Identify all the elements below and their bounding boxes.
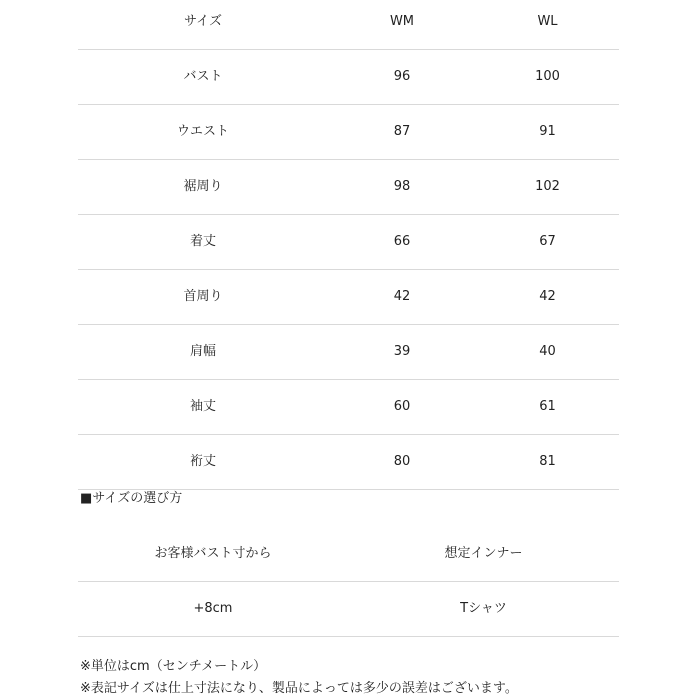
- note-tolerance: ※表記サイズは仕上寸法になり、製品によっては多少の誤差はございます。: [80, 681, 518, 696]
- row-label: 着丈: [189, 234, 216, 249]
- notes: [80, 656, 518, 700]
- guide-header-inner: 想定インナー: [444, 546, 523, 561]
- header-wl: WL: [537, 14, 558, 29]
- table-row: [78, 582, 619, 637]
- row-value-wl: 40: [539, 344, 556, 359]
- table-row: [78, 50, 619, 105]
- size-guide-table: [78, 527, 619, 637]
- row-value-wl: 91: [539, 124, 556, 139]
- row-value-wm: 60: [393, 399, 411, 414]
- row-label: 袖丈: [189, 399, 216, 414]
- row-value-wl: 102: [535, 179, 560, 194]
- guide-value-inner: Tシャツ: [460, 601, 507, 616]
- row-value-wl: 81: [539, 454, 556, 469]
- guide-header-bust: お客様バスト寸から: [154, 546, 272, 561]
- row-value-wl: 100: [535, 69, 560, 84]
- row-label: 首周り: [183, 289, 223, 304]
- table-row: [78, 160, 619, 215]
- row-value-wm: 80: [393, 454, 411, 469]
- header-size: サイズ: [184, 14, 222, 29]
- table-row: [78, 105, 619, 160]
- section-title: ■サイズの選び方: [80, 491, 183, 506]
- row-value-wm: 98: [393, 179, 411, 194]
- row-label: 裾周り: [183, 179, 223, 194]
- row-value-wm: 96: [393, 69, 411, 84]
- row-value-wl: 61: [539, 399, 556, 414]
- row-value-wl: 67: [539, 234, 556, 249]
- row-label: ウエスト: [176, 124, 229, 139]
- table-row: [78, 215, 619, 270]
- row-label: バスト: [183, 69, 223, 84]
- row-value-wm: 42: [393, 289, 411, 304]
- row-value-wm: 87: [393, 124, 411, 139]
- note-unit: ※単位はcm（センチメートル）: [80, 659, 267, 674]
- table-row: [78, 270, 619, 325]
- size-table-header-row: [78, 0, 619, 50]
- table-row: [78, 325, 619, 380]
- row-value-wl: 42: [539, 289, 556, 304]
- table-row: [78, 435, 619, 490]
- header-wm: WM: [389, 14, 415, 29]
- table-row: [78, 380, 619, 435]
- row-value-wm: 66: [393, 234, 411, 249]
- row-label: 肩幅: [189, 344, 216, 359]
- size-table: [78, 0, 619, 490]
- guide-value-bust: +8cm: [193, 601, 233, 616]
- row-value-wm: 39: [393, 344, 411, 359]
- row-label: 裄丈: [189, 454, 216, 469]
- guide-header-row: [78, 527, 619, 582]
